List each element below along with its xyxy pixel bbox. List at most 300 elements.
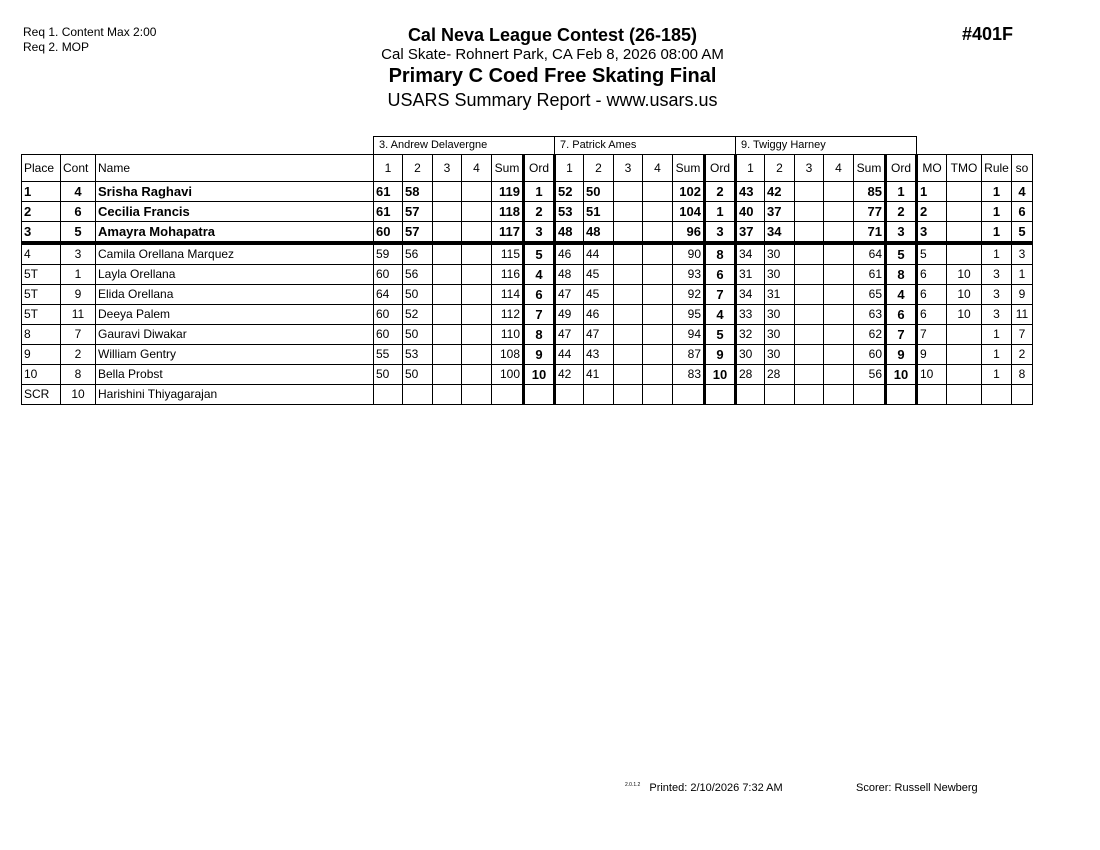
mo-cell: 6 [917, 285, 947, 305]
judge-1-score-1-cell: 60 [374, 305, 403, 325]
table-row [22, 365, 1033, 385]
judge-3-sum-cell: 65 [854, 285, 886, 305]
judge-2-ordinal-cell: 10 [705, 365, 736, 385]
column-header-17: 3 [795, 155, 824, 182]
contestant-number-cell: 9 [61, 285, 96, 305]
skater-name-cell: Camila Orellana Marquez [96, 243, 374, 265]
mo-cell: 7 [917, 325, 947, 345]
judge-3-score-2-cell: 34 [765, 222, 795, 244]
judge-2-score-4-cell [643, 385, 673, 405]
table-row [22, 345, 1033, 365]
judge-2-score-3-cell [614, 305, 643, 325]
judge-2-score-1-cell: 48 [555, 265, 584, 285]
judge-2-score-2-cell: 44 [584, 243, 614, 265]
judge-3-score-2-cell: 30 [765, 305, 795, 325]
report-title: USARS Summary Report - www.usars.us [387, 90, 718, 110]
rule-cell: 1 [982, 182, 1012, 202]
judge-2-ordinal-cell: 4 [705, 305, 736, 325]
judge-1-score-2-cell [403, 385, 433, 405]
judge-2-score-2-cell: 46 [584, 305, 614, 325]
judge-1-score-4-cell [462, 285, 492, 305]
judge-3-score-2-cell: 30 [765, 325, 795, 345]
judge-3-score-1-cell: 33 [736, 305, 765, 325]
judge-3-score-1-cell: 40 [736, 202, 765, 222]
so-cell: 6 [1012, 202, 1033, 222]
tmo-cell [947, 365, 982, 385]
judge-2-score-2-cell [584, 385, 614, 405]
so-cell: 5 [1012, 222, 1033, 244]
judge-2-score-3-cell [614, 345, 643, 365]
judge-2-score-2-cell: 41 [584, 365, 614, 385]
judge-3-score-3-cell [795, 202, 824, 222]
judge-1-ordinal-cell: 2 [524, 202, 555, 222]
judge-3-ordinal-cell: 10 [886, 365, 917, 385]
judge-1-score-3-cell [433, 305, 462, 325]
judge-3-score-1-cell: 30 [736, 345, 765, 365]
judge-2-ordinal-cell [705, 385, 736, 405]
judge-3-score-2-cell: 30 [765, 265, 795, 285]
judge-1-score-3-cell [433, 365, 462, 385]
judge-3-ordinal-cell: 1 [886, 182, 917, 202]
judge-3-score-3-cell [795, 345, 824, 365]
judge-3-ordinal-cell: 4 [886, 285, 917, 305]
table-row [22, 222, 1033, 244]
column-header-19: Sum [854, 155, 886, 182]
judge-1-score-1-cell: 59 [374, 243, 403, 265]
judge-3-score-4-cell [824, 243, 854, 265]
tmo-cell [947, 222, 982, 244]
table-row [22, 243, 1033, 265]
judge-3-ordinal-cell: 8 [886, 265, 917, 285]
place-cell: 4 [22, 243, 61, 265]
judge-1-score-1-cell [374, 385, 403, 405]
judge-1-score-1-cell: 61 [374, 182, 403, 202]
judge-1-score-2-cell: 50 [403, 325, 433, 345]
contestant-number-cell: 1 [61, 265, 96, 285]
judge-1-sum-cell: 118 [492, 202, 524, 222]
place-cell: 8 [22, 325, 61, 345]
place-cell: 2 [22, 202, 61, 222]
judge-2-score-1-cell: 47 [555, 325, 584, 345]
column-header-0: Place [22, 155, 61, 182]
so-cell: 7 [1012, 325, 1033, 345]
judge-1-ordinal-cell: 10 [524, 365, 555, 385]
judge-2-score-1-cell: 42 [555, 365, 584, 385]
judge-3-score-4-cell [824, 305, 854, 325]
judge-2-score-4-cell [643, 285, 673, 305]
judge-1-score-2-cell: 57 [403, 222, 433, 244]
contestant-number-cell: 4 [61, 182, 96, 202]
judge-3-score-1-cell: 32 [736, 325, 765, 345]
judge-3-score-2-cell: 42 [765, 182, 795, 202]
judge-1-sum-cell: 112 [492, 305, 524, 325]
so-cell: 1 [1012, 265, 1033, 285]
judge-2-ordinal-cell: 3 [705, 222, 736, 244]
judge-2-score-4-cell [643, 243, 673, 265]
contestant-number-cell: 2 [61, 345, 96, 365]
judge-2-score-2-cell: 47 [584, 325, 614, 345]
rule-cell: 1 [982, 222, 1012, 244]
judge-3-sum-cell: 61 [854, 265, 886, 285]
mo-cell: 5 [917, 243, 947, 265]
rule-cell: 1 [982, 345, 1012, 365]
event-title: Primary C Coed Free Skating Final [388, 65, 717, 87]
judge-2-score-1-cell [555, 385, 584, 405]
judge-1-score-3-cell [433, 385, 462, 405]
table-row [22, 182, 1033, 202]
scorer-info: Scorer: Russell Newberg [856, 782, 978, 794]
contestant-number-cell: 3 [61, 243, 96, 265]
judge-1-sum-cell: 114 [492, 285, 524, 305]
column-header-8: Ord [524, 155, 555, 182]
judge-2-sum-cell: 92 [673, 285, 705, 305]
judge-1-sum-cell: 116 [492, 265, 524, 285]
contestant-number-cell: 5 [61, 222, 96, 244]
judge-1-score-1-cell: 50 [374, 365, 403, 385]
judge-1-score-2-cell: 56 [403, 265, 433, 285]
so-cell: 8 [1012, 365, 1033, 385]
judge-1-score-3-cell [433, 202, 462, 222]
rule-cell: 3 [982, 265, 1012, 285]
judge-3-sum-cell: 60 [854, 345, 886, 365]
judge-2-score-3-cell [614, 325, 643, 345]
judge-3-score-3-cell [795, 265, 824, 285]
judge-1-score-4-cell [462, 365, 492, 385]
judge-1-sum-cell: 117 [492, 222, 524, 244]
column-header-1: Cont [61, 155, 96, 182]
judge-2-score-4-cell [643, 305, 673, 325]
venue-line: Cal Skate- Rohnert Park, CA Feb 8, 2026 08:00 AM [381, 46, 724, 63]
rule-cell: 1 [982, 243, 1012, 265]
judge-2-score-1-cell: 49 [555, 305, 584, 325]
judge-1-score-2-cell: 53 [403, 345, 433, 365]
judge-2-score-2-cell: 51 [584, 202, 614, 222]
judge-3-ordinal-cell: 2 [886, 202, 917, 222]
judge-1-score-3-cell [433, 285, 462, 305]
judge-2-score-2-cell: 50 [584, 182, 614, 202]
judge-1-score-4-cell [462, 345, 492, 365]
judges-row [22, 137, 1033, 155]
printed-info [625, 782, 783, 794]
judge-2-score-3-cell [614, 285, 643, 305]
mo-cell [917, 385, 947, 405]
judge-1-score-2-cell: 58 [403, 182, 433, 202]
judge-3-score-2-cell: 30 [765, 345, 795, 365]
judge-2-score-1-cell: 47 [555, 285, 584, 305]
column-header-20: Ord [886, 155, 917, 182]
tmo-cell [947, 325, 982, 345]
judge-1-sum-cell: 100 [492, 365, 524, 385]
judge-2-score-1-cell: 53 [555, 202, 584, 222]
rule-cell: 3 [982, 305, 1012, 325]
judge-1-ordinal-cell: 5 [524, 243, 555, 265]
judge-2-sum-cell: 83 [673, 365, 705, 385]
place-cell: 3 [22, 222, 61, 244]
column-header-10: 2 [584, 155, 614, 182]
judge-2-ordinal-cell: 6 [705, 265, 736, 285]
skater-name-cell: Elida Orellana [96, 285, 374, 305]
judge-3-sum-cell: 63 [854, 305, 886, 325]
column-header-3: 1 [374, 155, 403, 182]
judge-1-score-1-cell: 64 [374, 285, 403, 305]
judge-3-score-2-cell: 28 [765, 365, 795, 385]
table-row [22, 202, 1033, 222]
version-mark: 2.0.1.2 [625, 782, 641, 788]
judge-1-score-4-cell [462, 305, 492, 325]
judge-1-score-1-cell: 61 [374, 202, 403, 222]
judge-2-score-4-cell [643, 365, 673, 385]
judge-3-score-4-cell [824, 265, 854, 285]
table-row [22, 305, 1033, 325]
judge-2-score-4-cell [643, 345, 673, 365]
judge-1-ordinal-cell: 6 [524, 285, 555, 305]
judge-1-score-4-cell [462, 182, 492, 202]
judge-2-score-3-cell [614, 202, 643, 222]
table-row [22, 285, 1033, 305]
judge-1-score-4-cell [462, 243, 492, 265]
judge-1-ordinal-cell: 7 [524, 305, 555, 325]
tmo-cell [947, 345, 982, 365]
judge-3-score-3-cell [795, 222, 824, 244]
judge-3-score-3-cell [795, 305, 824, 325]
contestant-number-cell: 11 [61, 305, 96, 325]
rule-cell [982, 385, 1012, 405]
judge-1-score-1-cell: 60 [374, 265, 403, 285]
judge-3-score-3-cell [795, 325, 824, 345]
column-header-18: 4 [824, 155, 854, 182]
column-header-16: 2 [765, 155, 795, 182]
place-cell: 9 [22, 345, 61, 365]
rule-cell: 1 [982, 202, 1012, 222]
judge-3-score-4-cell [824, 325, 854, 345]
judge-3-score-3-cell [795, 285, 824, 305]
judge-2-score-1-cell: 48 [555, 222, 584, 244]
judge-2-sum-cell: 96 [673, 222, 705, 244]
place-cell: 5T [22, 265, 61, 285]
judge-2-score-1-cell: 46 [555, 243, 584, 265]
contestant-number-cell: 6 [61, 202, 96, 222]
judge-2-ordinal-cell: 2 [705, 182, 736, 202]
judge-2-ordinal-cell: 5 [705, 325, 736, 345]
judge-1-name: 3. Andrew Delavergne [374, 137, 555, 155]
judge-1-ordinal-cell: 9 [524, 345, 555, 365]
judge-3-sum-cell: 85 [854, 182, 886, 202]
judge-2-score-1-cell: 44 [555, 345, 584, 365]
place-cell: SCR [22, 385, 61, 405]
place-cell: 5T [22, 305, 61, 325]
judge-1-score-2-cell: 56 [403, 243, 433, 265]
skater-name-cell: Gauravi Diwakar [96, 325, 374, 345]
judge-1-ordinal-cell: 1 [524, 182, 555, 202]
judge-3-score-2-cell: 37 [765, 202, 795, 222]
column-header-5: 3 [433, 155, 462, 182]
skater-name-cell: William Gentry [96, 345, 374, 365]
column-header-12: 4 [643, 155, 673, 182]
judge-2-ordinal-cell: 1 [705, 202, 736, 222]
mo-cell: 3 [917, 222, 947, 244]
judge-2-name: 7. Patrick Ames [555, 137, 736, 155]
contestant-number-cell: 10 [61, 385, 96, 405]
judge-3-sum-cell: 62 [854, 325, 886, 345]
judge-2-sum-cell: 102 [673, 182, 705, 202]
column-header-22: TMO [947, 155, 982, 182]
judge-2-sum-cell: 93 [673, 265, 705, 285]
judge-1-sum-cell: 115 [492, 243, 524, 265]
judge-3-score-4-cell [824, 285, 854, 305]
judge-3-ordinal-cell: 5 [886, 243, 917, 265]
judge-2-score-4-cell [643, 265, 673, 285]
judge-3-score-1-cell: 34 [736, 285, 765, 305]
judge-3-score-1-cell: 31 [736, 265, 765, 285]
judge-2-score-1-cell: 52 [555, 182, 584, 202]
judge-3-sum-cell [854, 385, 886, 405]
judge-2-score-2-cell: 48 [584, 222, 614, 244]
judge-3-score-3-cell [795, 385, 824, 405]
judge-2-score-3-cell [614, 385, 643, 405]
judge-2-score-2-cell: 43 [584, 345, 614, 365]
judge-1-sum-cell: 108 [492, 345, 524, 365]
judge-3-sum-cell: 77 [854, 202, 886, 222]
printed-date: Printed: 2/10/2026 7:32 AM [649, 782, 783, 794]
event-number: #401F [962, 24, 1014, 44]
judge-1-sum-cell [492, 385, 524, 405]
skater-name-cell: Srisha Raghavi [96, 182, 374, 202]
tmo-cell [947, 385, 982, 405]
column-header-6: 4 [462, 155, 492, 182]
so-cell: 2 [1012, 345, 1033, 365]
judge-3-score-2-cell [765, 385, 795, 405]
judge-2-score-3-cell [614, 365, 643, 385]
rule-cell: 1 [982, 325, 1012, 345]
table-row [22, 265, 1033, 285]
judge-3-score-4-cell [824, 182, 854, 202]
judge-2-score-3-cell [614, 182, 643, 202]
skater-name-cell: Layla Orellana [96, 265, 374, 285]
judge-1-score-3-cell [433, 182, 462, 202]
judge-1-score-4-cell [462, 202, 492, 222]
so-cell: 9 [1012, 285, 1033, 305]
judge-2-ordinal-cell: 7 [705, 285, 736, 305]
judge-3-score-2-cell: 30 [765, 243, 795, 265]
mo-cell: 10 [917, 365, 947, 385]
tmo-cell [947, 182, 982, 202]
contest-title: Cal Neva League Contest (26-185) [407, 25, 698, 45]
judge-2-score-2-cell: 45 [584, 265, 614, 285]
column-header-4: 2 [403, 155, 433, 182]
column-header-9: 1 [555, 155, 584, 182]
so-cell: 3 [1012, 243, 1033, 265]
judge-3-sum-cell: 64 [854, 243, 886, 265]
judge-3-score-3-cell [795, 182, 824, 202]
mo-cell: 9 [917, 345, 947, 365]
column-header-row [22, 155, 1033, 182]
judge-1-score-4-cell [462, 385, 492, 405]
mo-cell: 2 [917, 202, 947, 222]
judge-3-sum-cell: 71 [854, 222, 886, 244]
judge-1-score-2-cell: 57 [403, 202, 433, 222]
judge-1-score-2-cell: 52 [403, 305, 433, 325]
place-cell: 5T [22, 285, 61, 305]
tmo-cell: 10 [947, 305, 982, 325]
column-header-23: Rule [982, 155, 1012, 182]
rule-cell: 3 [982, 285, 1012, 305]
judge-1-score-3-cell [433, 345, 462, 365]
judge-1-score-1-cell: 60 [374, 325, 403, 345]
judge-2-sum-cell: 95 [673, 305, 705, 325]
judge-3-name: 9. Twiggy Harney [736, 137, 917, 155]
column-header-14: Ord [705, 155, 736, 182]
column-header-24: so [1012, 155, 1033, 182]
judge-2-score-3-cell [614, 243, 643, 265]
judge-1-score-1-cell: 60 [374, 222, 403, 244]
judge-2-score-3-cell [614, 222, 643, 244]
contestant-number-cell: 8 [61, 365, 96, 385]
skater-name-cell: Bella Probst [96, 365, 374, 385]
judge-2-sum-cell: 94 [673, 325, 705, 345]
judge-1-score-4-cell [462, 325, 492, 345]
judge-1-sum-cell: 110 [492, 325, 524, 345]
requirement-1: Req 1. Content Max 2:00 [23, 25, 157, 39]
requirement-2: Req 2. MOP [23, 40, 90, 54]
requirements [23, 25, 156, 55]
judge-2-score-4-cell [643, 325, 673, 345]
column-header-15: 1 [736, 155, 765, 182]
judge-3-score-4-cell [824, 345, 854, 365]
report-header [280, 24, 825, 111]
judge-1-score-3-cell [433, 222, 462, 244]
judge-3-score-4-cell [824, 222, 854, 244]
tmo-cell [947, 202, 982, 222]
judge-3-score-4-cell [824, 365, 854, 385]
judge-3-ordinal-cell: 3 [886, 222, 917, 244]
mo-cell: 6 [917, 265, 947, 285]
judge-1-ordinal-cell: 8 [524, 325, 555, 345]
judge-3-ordinal-cell: 6 [886, 305, 917, 325]
contestant-number-cell: 7 [61, 325, 96, 345]
judge-1-ordinal-cell: 4 [524, 265, 555, 285]
judge-3-score-4-cell [824, 385, 854, 405]
column-header-13: Sum [673, 155, 705, 182]
so-cell: 4 [1012, 182, 1033, 202]
judge-3-score-3-cell [795, 365, 824, 385]
judge-2-sum-cell: 90 [673, 243, 705, 265]
judge-2-score-4-cell [643, 182, 673, 202]
tmo-cell: 10 [947, 285, 982, 305]
judge-3-score-2-cell: 31 [765, 285, 795, 305]
place-cell: 1 [22, 182, 61, 202]
mo-cell: 6 [917, 305, 947, 325]
judge-3-score-3-cell [795, 243, 824, 265]
table-row [22, 385, 1033, 405]
judge-1-score-3-cell [433, 243, 462, 265]
judge-3-score-1-cell: 43 [736, 182, 765, 202]
column-header-2: Name [96, 155, 374, 182]
judge-2-sum-cell [673, 385, 705, 405]
judge-3-ordinal-cell: 9 [886, 345, 917, 365]
judge-1-score-2-cell: 50 [403, 285, 433, 305]
judge-3-score-1-cell [736, 385, 765, 405]
judge-1-score-1-cell: 55 [374, 345, 403, 365]
rule-cell: 1 [982, 365, 1012, 385]
judge-2-ordinal-cell: 8 [705, 243, 736, 265]
judge-1-score-2-cell: 50 [403, 365, 433, 385]
column-header-21: MO [917, 155, 947, 182]
judge-2-score-4-cell [643, 222, 673, 244]
judge-3-score-1-cell: 37 [736, 222, 765, 244]
so-cell: 11 [1012, 305, 1033, 325]
judge-2-score-2-cell: 45 [584, 285, 614, 305]
judge-1-ordinal-cell [524, 385, 555, 405]
